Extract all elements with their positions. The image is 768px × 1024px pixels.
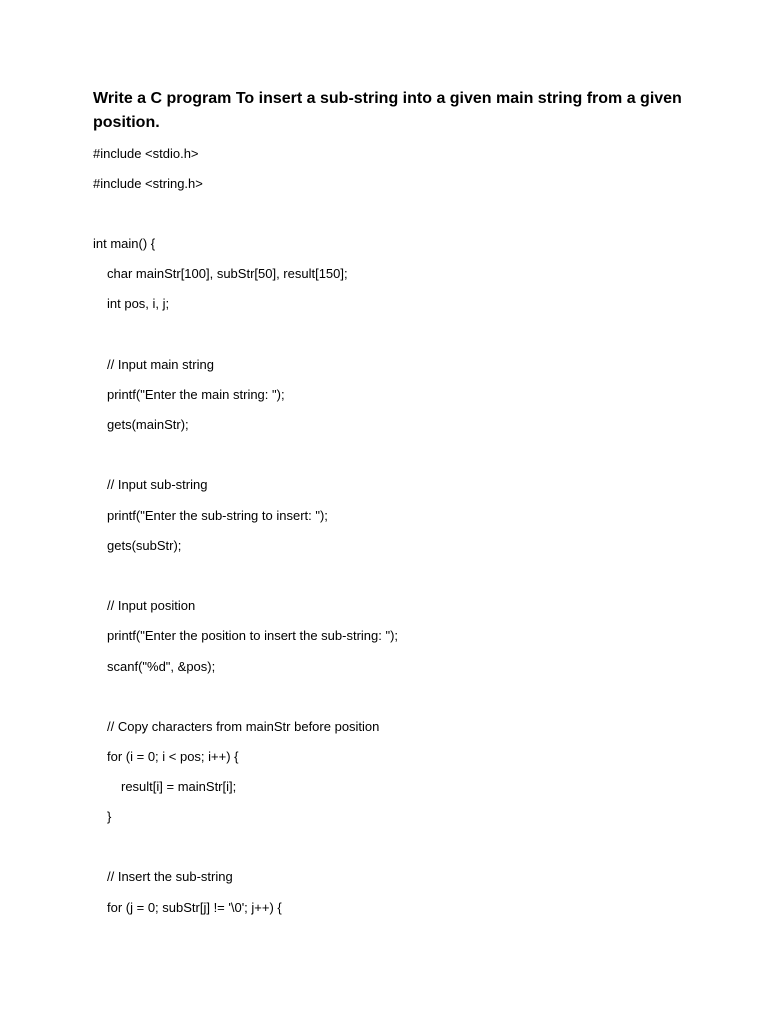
code-line: char mainStr[100], subStr[50], result[150]; [107, 266, 348, 281]
code-line: printf("Enter the sub-string to insert: "); [107, 508, 328, 523]
code-comment: // Copy characters from mainStr before position [107, 719, 380, 734]
code-line: printf("Enter the main string: "); [107, 387, 285, 402]
code-line: int main() { [93, 236, 156, 251]
code-comment: // Input position [107, 598, 196, 613]
code-comment: // Insert the sub-string [107, 869, 233, 884]
code-comment: // Input sub-string [107, 477, 208, 492]
code-line: int pos, i, j; [107, 296, 170, 311]
code-line: gets(mainStr); [107, 417, 189, 432]
document-title: Write a C program To insert a sub-string into a given main string from a given position. [93, 90, 682, 131]
code-line: printf("Enter the position to insert the sub-string: "); [107, 628, 399, 643]
code-line: result[i] = mainStr[i]; [121, 779, 237, 794]
code-line: scanf("%d", &pos); [107, 659, 216, 674]
code-comment: // Input main string [107, 357, 214, 372]
code-line: for (j = 0; subStr[j] != '\0'; j++) { [107, 900, 282, 915]
code-line: } [107, 809, 112, 824]
code-line: #include <string.h> [93, 176, 203, 191]
code-line: for (i = 0; i < pos; i++) { [107, 749, 239, 764]
code-line: gets(subStr); [107, 538, 182, 553]
code-line: #include <stdio.h> [93, 146, 199, 161]
